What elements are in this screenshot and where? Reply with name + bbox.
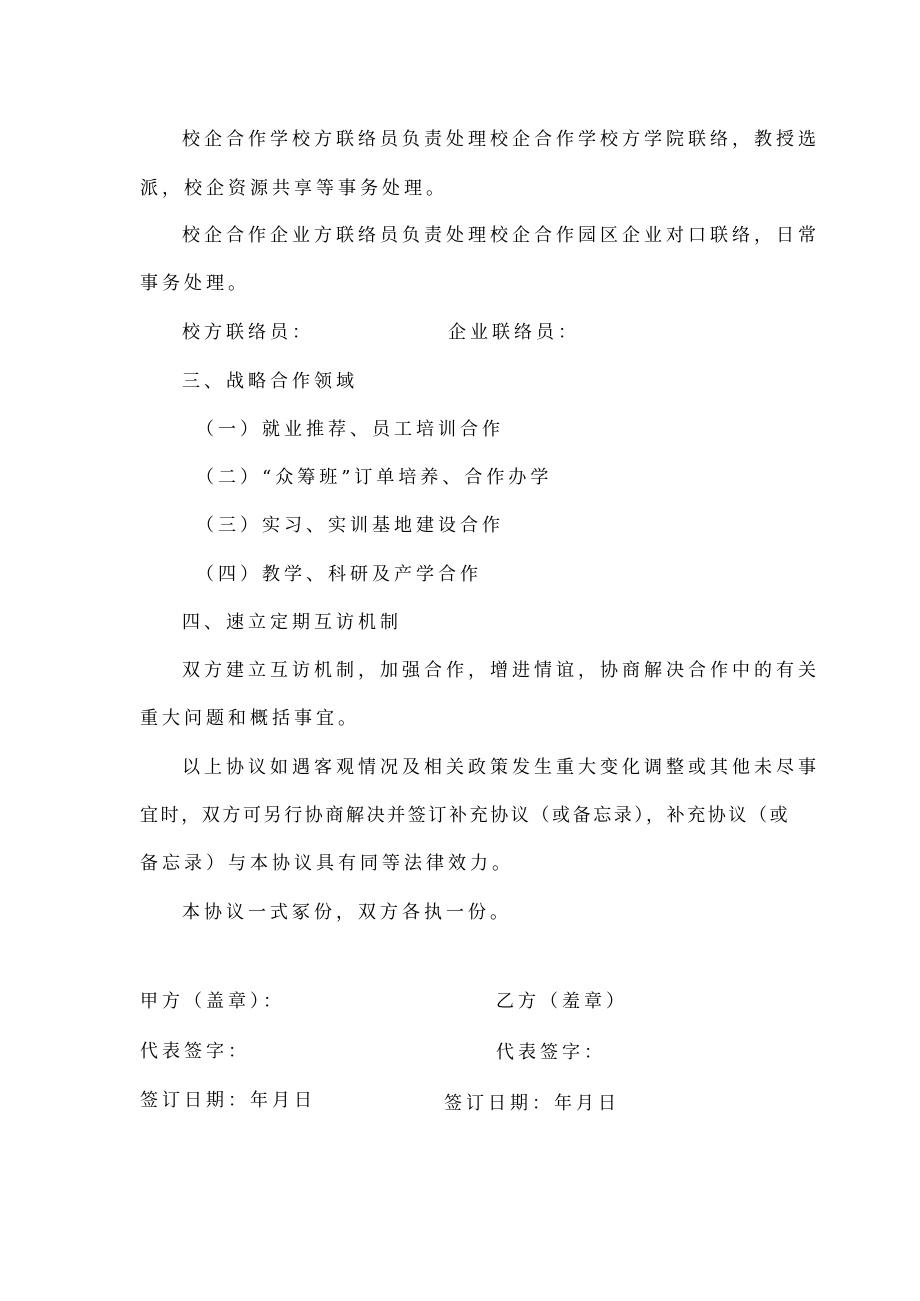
- party-b-seal-label: 乙方（羞章）: [496, 991, 628, 1012]
- section-3-item-4: （四）教学、科研及产学合作: [196, 564, 482, 585]
- section-4-body-line-2: 重大问题和概括事宜。: [140, 708, 360, 729]
- school-liaison-line-1: 校企合作学校方联络员负责处理校企合作学校方学院联络，教授选: [182, 129, 820, 150]
- party-b-rep-label: 代表签字：: [496, 1042, 606, 1063]
- company-liaison-label: 企业联络员：: [448, 322, 580, 343]
- section-3-item-2: （二）“众筹班”订单培养、合作办学: [196, 467, 553, 488]
- company-liaison-line-1: 校企合作企业方联络员负责处理校企合作园区企业对口联络，日常: [182, 225, 820, 246]
- section-3-heading: 三、战略合作领域: [182, 371, 358, 392]
- party-a-seal-label: 甲方（盖章）：: [140, 991, 285, 1012]
- school-liaison-line-2: 派，校企资源共享等事务处理。: [140, 178, 448, 199]
- copies-statement: 本协议一式冢份，双方各执一份。: [182, 902, 512, 923]
- party-a-date-label: 签订日期：年月日: [140, 1090, 316, 1111]
- company-liaison-line-2: 事务处理。: [140, 273, 250, 294]
- section-4-body-line-1: 双方建立互访机制，加强合作，增进情谊，协商解决合作中的有关: [182, 660, 820, 681]
- section-3-item-1: （一）就业推荐、员工培训合作: [196, 419, 504, 440]
- party-b-date-label: 签订日期：年月日: [444, 1093, 620, 1114]
- section-3-item-3: （三）实习、实训基地建设合作: [196, 515, 504, 536]
- section-4-heading: 四、速立定期互访机制: [182, 612, 402, 633]
- supplement-line-1: 以上协议如遇客观情况及相关政策发生重大变化调整或其他未尽事: [182, 757, 820, 778]
- supplement-line-2: 宜时，双方可另行协商解决并签订补充协议（或备忘录），补充协议（或: [140, 805, 791, 826]
- school-liaison-label: 校方联络员：: [182, 322, 314, 343]
- party-a-rep-label: 代表签字：: [140, 1041, 250, 1062]
- supplement-line-3: 备忘录）与本协议具有同等法律效力。: [140, 853, 514, 874]
